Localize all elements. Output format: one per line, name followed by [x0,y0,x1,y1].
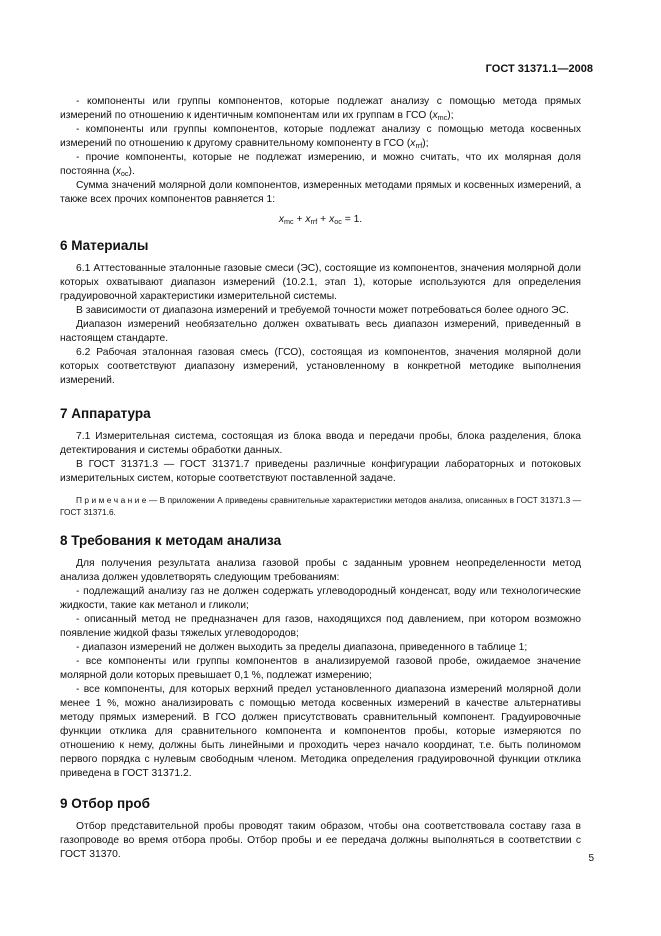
sum-paragraph: Сумма значений молярной доли компонентов, измеренных методами прямых и косвенных измерений, а также всех прочих компонентов равняется 1: [60,180,581,205]
section-8-para-4: - диапазон измерений не должен выходить за пределы диапазона, приведенного в таблице 1; [76,642,528,653]
section-6-heading: 6 Материалы [60,238,149,253]
section-7-note [60,494,581,518]
section-7-heading: 7 Аппаратура [60,406,151,421]
section-9-heading: 9 Отбор проб [60,796,150,811]
section-7-para-2: В ГОСТ 31371.3 — ГОСТ 31371.7 приведены различные конфигурации лабораторных и потоковых измерительных систем, которые соответствуют поставленной задаче. [60,459,581,484]
sum-formula: $x_{mc} + x_{rrf} + x_{oc} = 1$. [278,214,363,226]
section-8-para-6: - все компоненты, для которых верхний предел установленного диапазона измерений молярной доли менее 1 %, можно анализировать с помощью метода косвенных измерений в качестве альтернативы методу прямых измерений. В ГСО должен присутствовать сравнительный компонент. Градуировочные функции отклика для сравнительного компонента и компонентов пробы, которые измеряются по отношению к нему, должны быть линейными и проходить через начало координат, т.е. быть полиномом первого порядка с нулевым свободным членом. Методика определения градуировочной функции отклика приведена в ГОСТ 31371.2. [60,684,581,779]
section-8-heading: 8 Требования к методам анализа [60,533,282,548]
note-text: — В приложении А приведены сравнительные характеристики методов анализа, описанных в ГОСТ 31371.3 — ГОСТ 31371.6. [60,495,582,517]
section-6-para-2: В зависимости от диапазона измерений и требуемой точности может потребоваться более одного ЭС. [76,305,569,316]
standard-header: ГОСТ 31371.1—2008 [485,63,593,75]
section-8-para-3: - описанный метод не предназначен для газов, находящихся под давлением, при котором возможно появление жидкой фазы тяжелых углеводородов; [60,614,581,639]
section-7-para-1: 7.1 Измерительная система, состоящая из блока ввода и передачи пробы, блока разделения, блока детектирования и системы обработки данных. [60,431,581,456]
page-body [60,95,581,862]
note-label: П р и м е ч а н и е [76,495,147,505]
component-item-other: - прочие компоненты, которые не подлежат измерению, и можно считать, что их молярная доля постоянна $(x_{oc})$. [60,152,581,178]
section-6-para-1: 6.1 Аттестованные эталонные газовые смеси (ЭС), состоящие из компонентов, значения молярной доли которых охватывают диапазон измерений (10.2.1, этап 1), которые используются для определения градуировочной характеристики измерительной системы. [60,263,581,302]
component-item-direct: - компоненты или группы компонентов, которые подлежат анализу с помощью метода прямых измерений по отношению к идентичным компонентам или их группам в ГСО $(x_{mc})$; [60,96,581,122]
section-6-para-3: Диапазон измерений необязательно должен охватывать весь диапазон измерений, приведенный в настоящем стандарте. [60,319,581,344]
section-8-para-1: Для получения результата анализа газовой пробы с заданным уровнем неопределенности метод анализа должен удовлетворять следующим требованиям: [60,558,581,583]
page-number: 5 [588,853,594,864]
section-6-para-4: 6.2 Рабочая эталонная газовая смесь (ГСО), состоящая из компонентов, значения молярной доли которых соответствуют диапазону измерений, установленному в конкретной методике выполнения измерений. [60,347,581,386]
section-9-para-1: Отбор представительной пробы проводят таким образом, чтобы она соответствовала составу газа в газопроводе во время отбора пробы. Отбор пробы и ее передача должны выполняться в соответствии с ГОСТ 31370. [60,821,581,860]
component-item-indirect: - компоненты или группы компонентов, которые подлежат анализу с помощью метода косвенных измерений по отношению к другому сравнительному компоненту в ГСО $(x_{rrf})$; [60,124,581,150]
section-8-para-5: - все компоненты или группы компонентов в анализируемой газовой пробе, ожидаемое значение молярной доли которых превышает 0,1 %, подлежат измерению; [60,656,581,681]
section-8-para-2: - подлежащий анализу газ не должен содержать углеводородный конденсат, воду или технологические жидкости, такие как метанол и гликоли; [60,586,581,611]
